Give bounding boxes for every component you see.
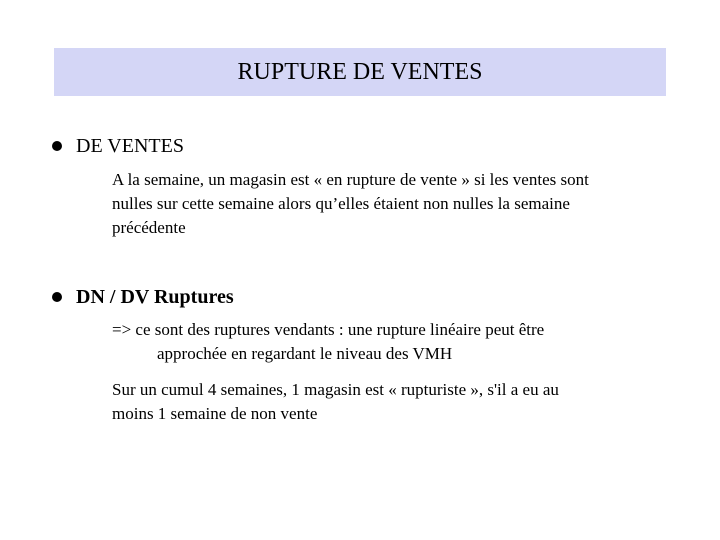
section-heading-dn-dv-ruptures: DN / DV Ruptures: [76, 286, 234, 308]
bullet-dot-icon: [52, 292, 62, 302]
bullet-dot-icon: [52, 141, 62, 151]
ruptures-line-2: approchée en regardant le niveau des VMH: [157, 344, 453, 363]
ruptures-line-1: => ce sont des ruptures vendants : une rupture linéaire peut être: [112, 320, 545, 339]
definition-line-3: précédente: [112, 218, 186, 237]
cumul-line-1: Sur un cumul 4 semaines, 1 magasin est « rupturiste », s'il a eu au: [112, 380, 559, 399]
slide-title: RUPTURE DE VENTES: [237, 59, 483, 85]
definition-line-1: A la semaine, un magasin est « en rupture de vente » si les ventes sont: [112, 170, 589, 189]
section-heading-de-ventes: DE VENTES: [76, 135, 184, 157]
cumul-line-2: moins 1 semaine de non vente: [112, 404, 318, 423]
definition-line-2: nulles sur cette semaine alors qu’elles étaient non nulles la semaine: [112, 194, 570, 213]
slide-title-banner: [54, 48, 666, 96]
